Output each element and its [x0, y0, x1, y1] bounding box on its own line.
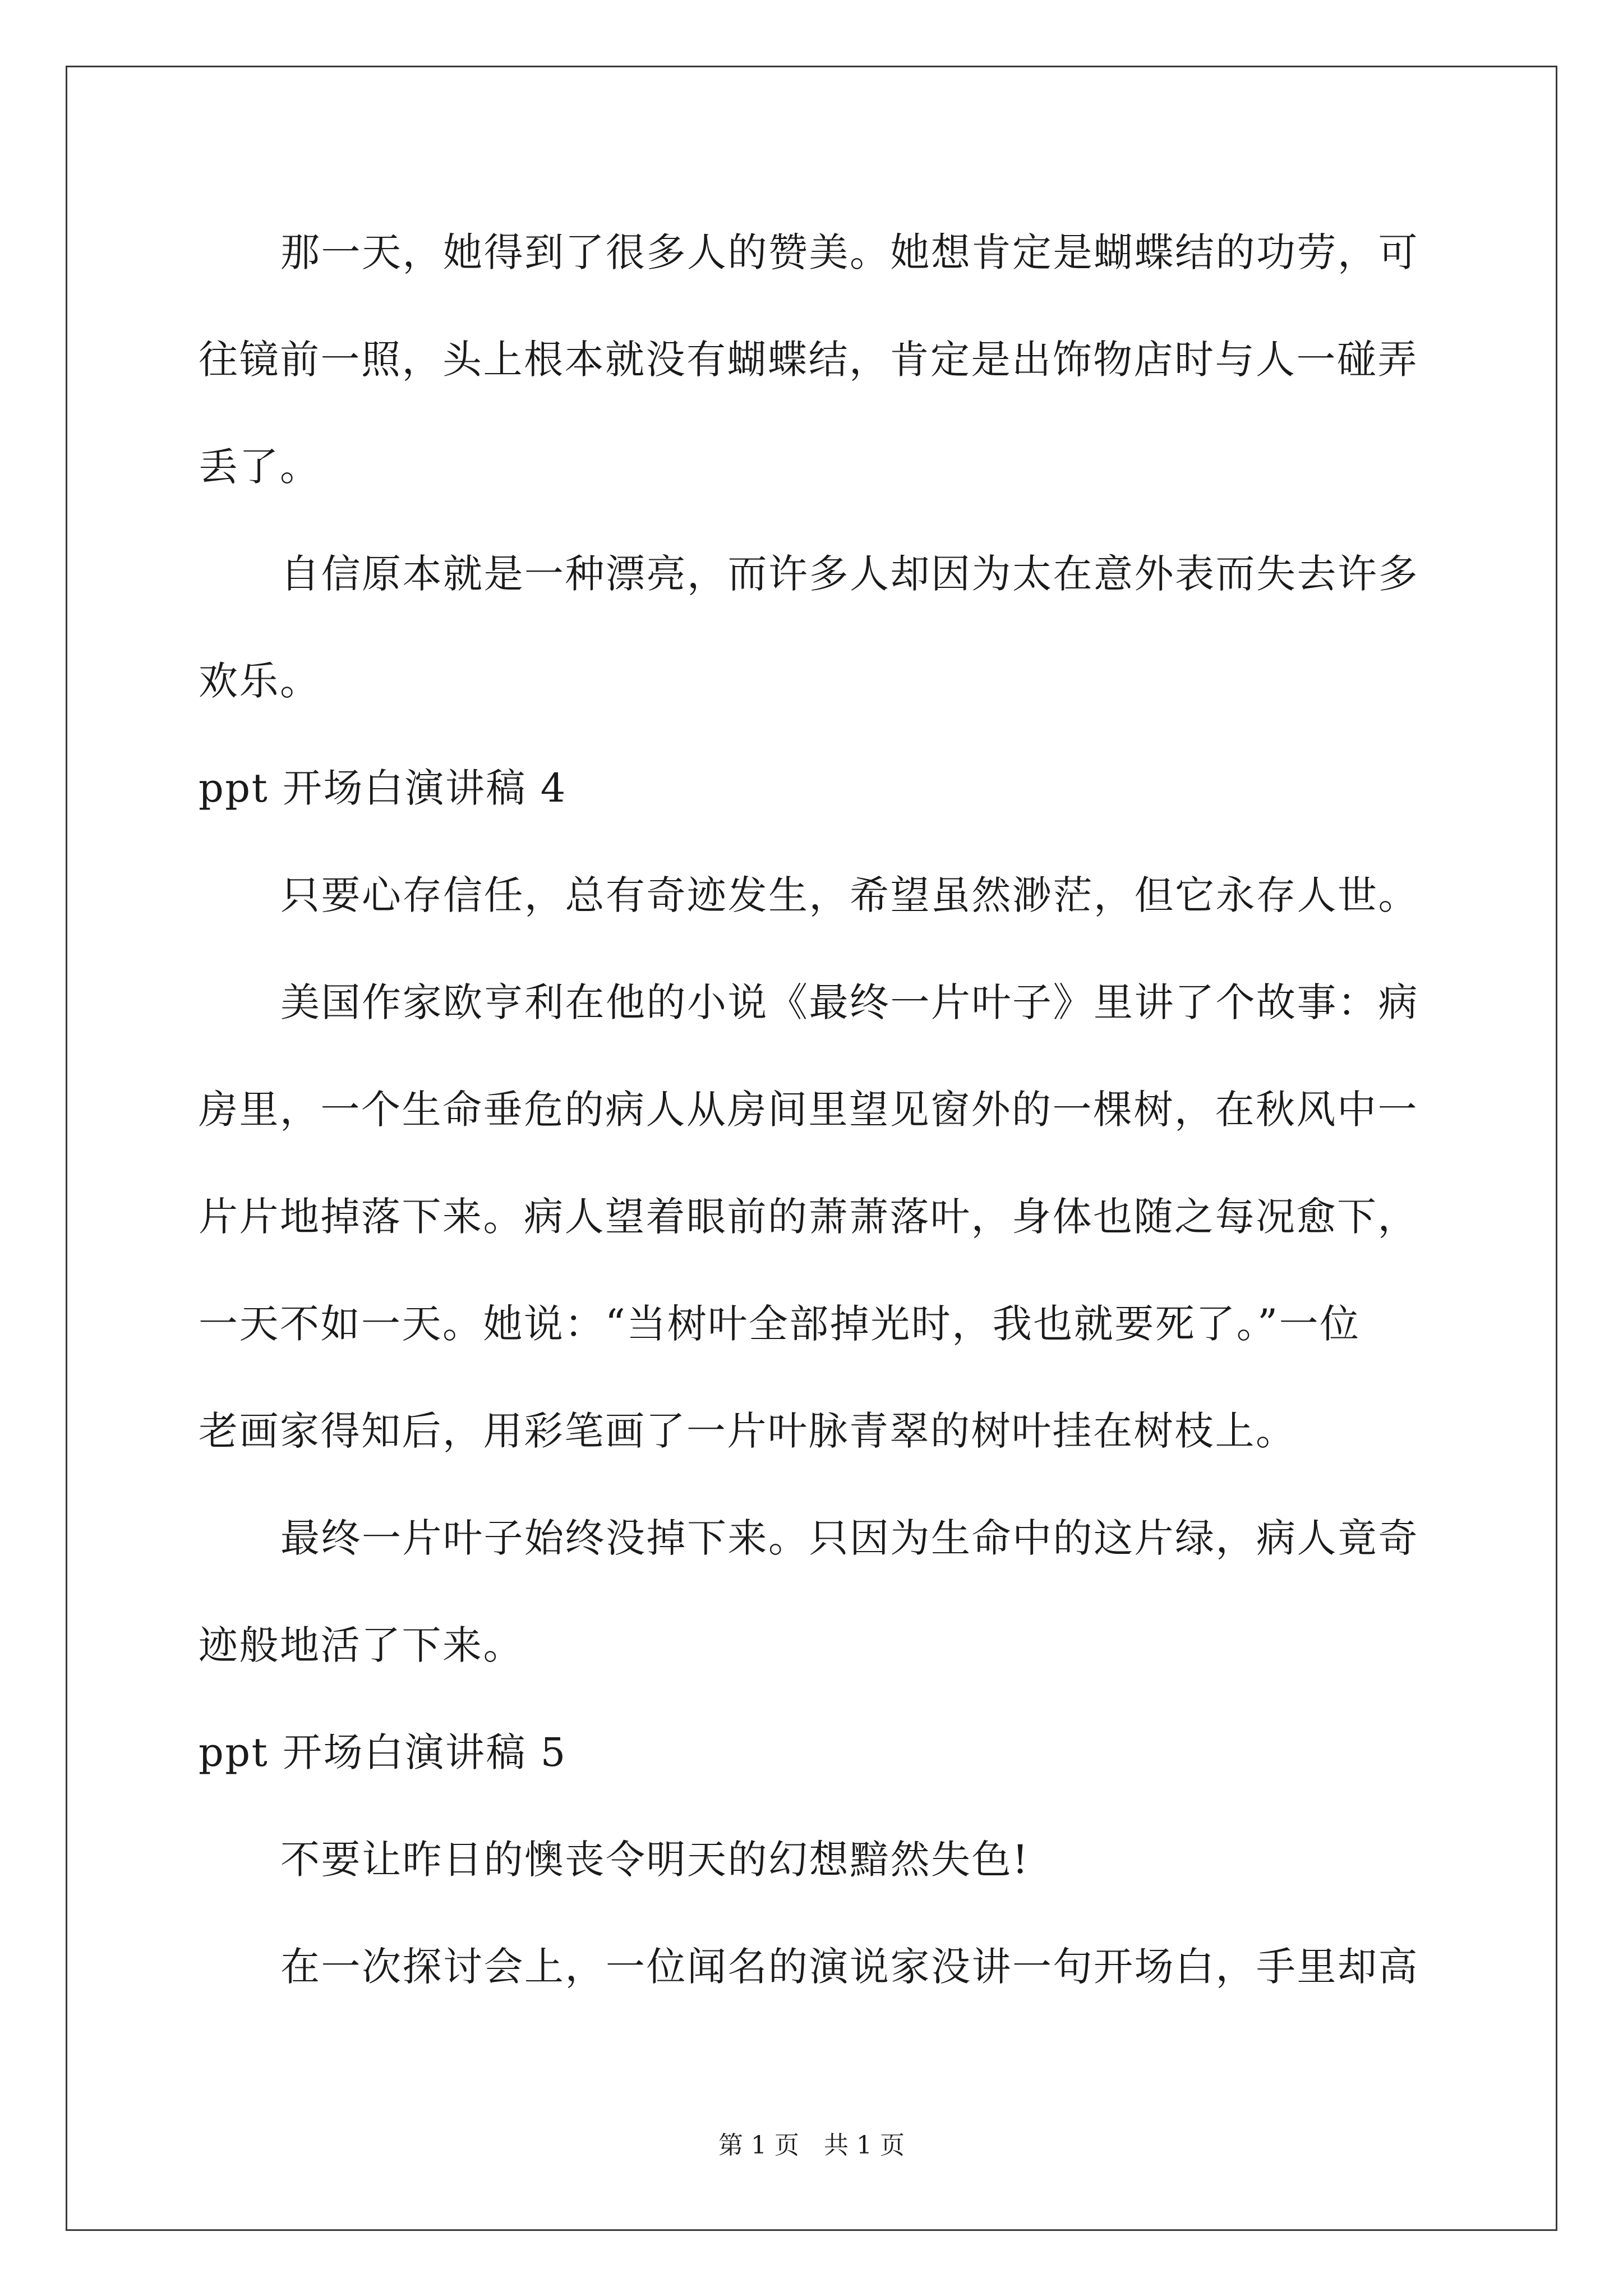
text-line: 老画家得知后，用彩笔画了一片叶脉青翠的树叶挂在树枝上。 — [199, 1408, 1297, 1454]
text-line: 往镜前一照，头上根本就没有蝴蝶结，肯定是出饰物店时与人一碰弄 — [199, 337, 1418, 383]
text-line: 在一次探讨会上，一位闻名的演说家没讲一句开场白，手里却高 — [280, 1944, 1419, 1990]
section-heading: ppt 开场白演讲稿 4 — [199, 765, 567, 811]
text-line: 欢乐。 — [199, 658, 321, 704]
text-line: 丢了。 — [199, 444, 321, 490]
text-line: 片片地掉落下来。病人望着眼前的萧萧落叶，身体也随之每况愈下， — [199, 1194, 1418, 1240]
text-line: 那一天，她得到了很多人的赞美。她想肯定是蝴蝶结的功劳，可 — [280, 229, 1419, 275]
page-footer: 第 1 页 共 1 页 — [718, 2131, 905, 2160]
document-body — [199, 199, 1432, 2021]
text-line: 迹般地活了下来。 — [199, 1622, 524, 1668]
text-line: 不要让昨日的懊丧令明天的幻想黯然失色! — [280, 1837, 1030, 1883]
text-line: 美国作家欧亨利在他的小说《最终一片叶子》里讲了个故事：病 — [280, 979, 1419, 1025]
text-line: 最终一片叶子始终没掉下来。只因为生命中的这片绿，病人竟奇 — [280, 1515, 1419, 1561]
section-heading: ppt 开场白演讲稿 5 — [199, 1729, 567, 1775]
text-line: 只要心存信任，总有奇迹发生，希望虽然渺茫，但它永存人世。 — [280, 872, 1419, 918]
text-line: 自信原本就是一种漂亮，而许多人却因为太在意外表而失去许多 — [280, 551, 1419, 597]
text-line: 一天不如一天。她说：“当树叶全部掉光时，我也就要死了。”一位 — [199, 1301, 1361, 1347]
text-line: 房里，一个生命垂危的病人从房间里望见窗外的一棵树，在秋风中一 — [199, 1087, 1418, 1133]
